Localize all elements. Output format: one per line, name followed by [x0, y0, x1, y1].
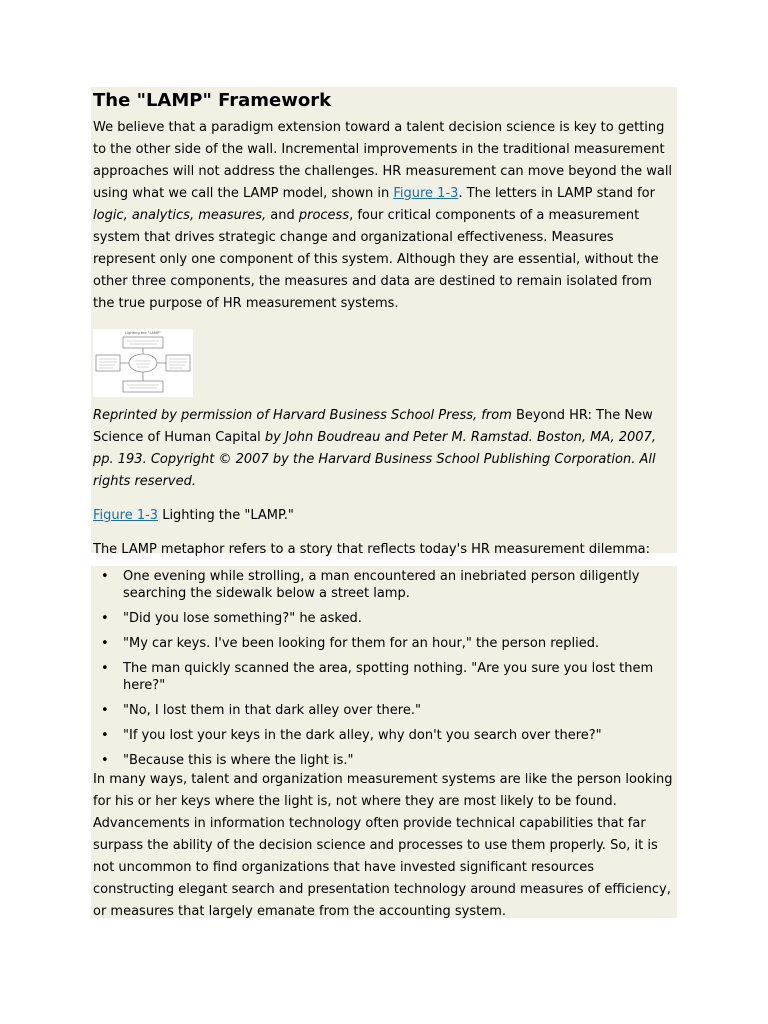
story-list — [93, 566, 675, 769]
intro-text: . The letters in LAMP stand for — [458, 186, 655, 201]
intro-text: We believe that a paradigm extension toward a talent decision science is key to getting to the other side of the wall. Incremental improvements in the traditional measurement approaches will not address the challenges. HR measurement can move beyond the wall using what we call the LAMP model, shown in — [93, 120, 673, 201]
intro-italic: process — [298, 208, 350, 223]
metaphor-intro: The LAMP metaphor refers to a story that reflects today's HR measurement dilemma: — [93, 542, 651, 557]
list-item: • One evening while strolling, a man encountered an inebriated person diligently searching the sidewalk below a street lamp. — [93, 568, 675, 602]
caption-figure-link[interactable]: Figure 1-3 — [93, 508, 159, 523]
list-item: • "No, I lost them in that dark alley over there." — [93, 702, 675, 719]
caption-text: Lighting the "LAMP." — [158, 508, 294, 523]
article-top-section — [91, 87, 677, 557]
credit-book-title: Beyond HR: The New Science of Human Capital — [93, 408, 653, 445]
reprint-credit — [93, 405, 675, 493]
lamp-figure-thumbnail[interactable] — [93, 329, 193, 397]
list-item: • "My car keys. I've been looking for them for an hour," the person replied. — [93, 635, 675, 652]
intro-paragraph — [93, 117, 675, 315]
story-section — [91, 566, 677, 918]
thumb-heading: Lighting the "LAMP" — [125, 331, 161, 335]
intro-text: and — [266, 208, 299, 223]
figure-link[interactable]: Figure 1-3 — [393, 186, 459, 201]
figure-caption — [93, 505, 675, 527]
page-title: The "LAMP" Framework — [93, 90, 332, 111]
intro-italic: logic, analytics, measures, — [93, 208, 267, 223]
list-item: • "Did you lose something?" he asked. — [93, 610, 675, 627]
list-item: • The man quickly scanned the area, spotting nothing. "Are you sure you lost them here?" — [93, 660, 675, 694]
list-item: • "If you lost your keys in the dark alley, why don't you search over there?" — [93, 727, 675, 744]
credit-italic: Reprinted by permission of Harvard Business School Press, from — [93, 408, 516, 423]
credit-italic: by John Boudreau and Peter M. Ramstad. Boston, MA, 2007, pp. 193. Copyright © 2007 by the Harvard Business School Publishing Corporation. All rights reserved. — [93, 430, 656, 489]
intro-text: , four critical components of a measurement system that drives strategic change and organizational effectiveness. Measures represent only one component of this system. Although they are essential, without the other three components, the measures and data are destined to remain isolated from the true purpose of HR measurement systems. — [93, 208, 659, 311]
closing-paragraph: In many ways, talent and organization measurement systems are like the person looking for his or her keys where the light is, not where they are most likely to be found. Advancements in information technology often provide technical capabilities that far surpass the ability of the decision science and processes to use them properly. So, it is not uncommon to find organizations that have invested significant resources constructing elegant search and presentation technology around measures of efficiency, or measures that largely emanate from the accounting system. — [93, 772, 673, 919]
list-item: • "Because this is where the light is." — [93, 752, 675, 769]
